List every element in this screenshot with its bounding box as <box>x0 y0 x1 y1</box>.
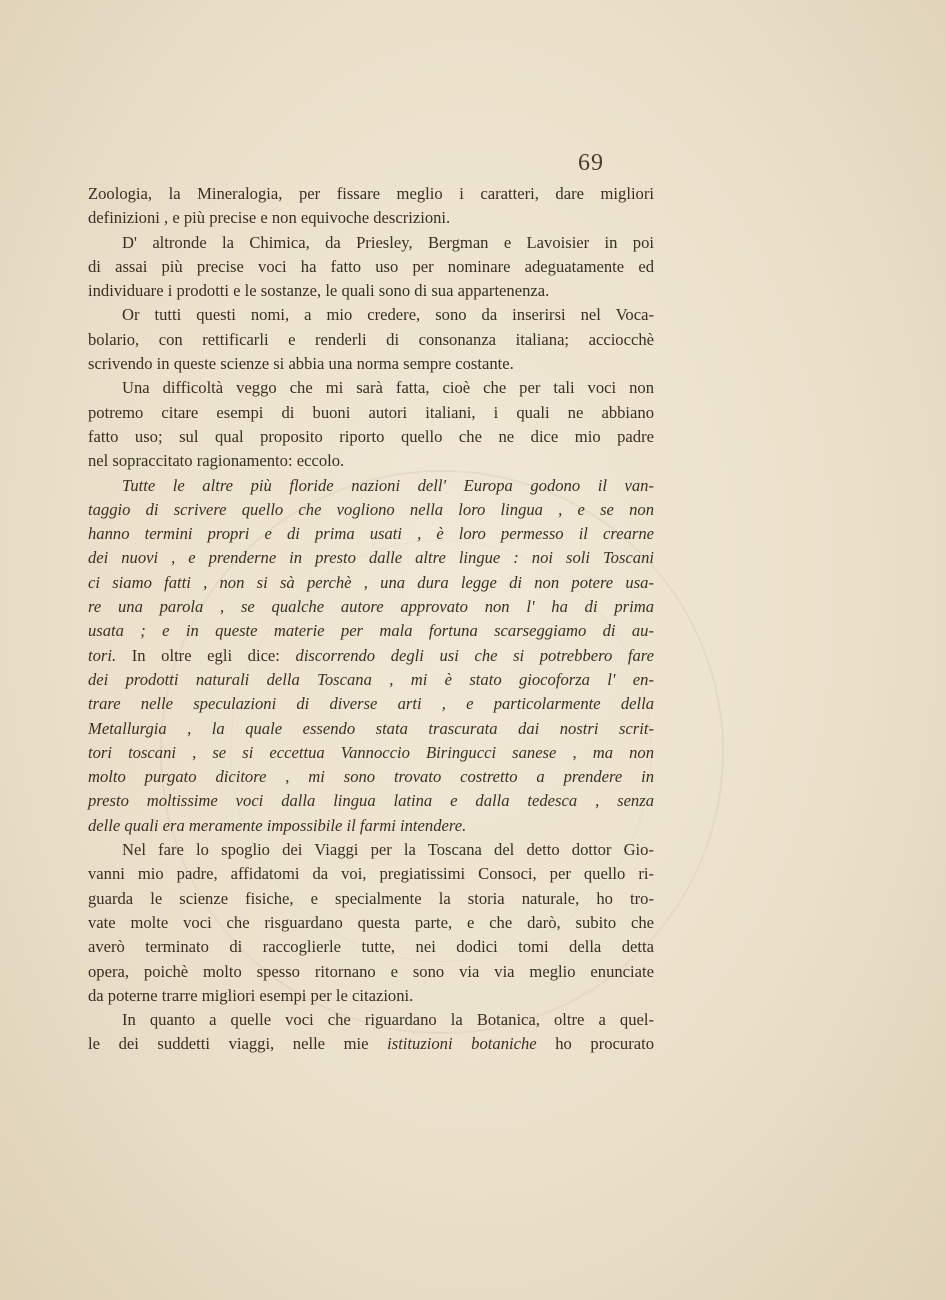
text-line <box>88 862 654 886</box>
italic-text-run: dei nuovi , e prenderne in presto dalle altre lingue : noi soli Toscani <box>88 548 654 568</box>
italic-text-run: usata ; e in queste materie per mala fortuna scarseggiamo di au- <box>88 621 654 641</box>
text-line <box>88 303 654 327</box>
italic-text-run: dei prodotti naturali della Toscana , mi è stato giocoforza l' en- <box>88 669 654 689</box>
text-run: nel sopraccitato ragionamento: eccolo. <box>88 451 345 471</box>
text-line <box>88 1008 654 1032</box>
text-line <box>88 984 654 1008</box>
italic-text-run: trare nelle speculazioni di diverse arti , e particolarmente della <box>88 694 654 714</box>
text-run: vate molte voci che risguardano questa parte, e che darò, subito che <box>88 912 654 932</box>
text-line <box>88 328 654 352</box>
text-line <box>88 206 654 230</box>
page-number: 69 <box>578 150 604 176</box>
text-run: di assai più precise voci ha fatto uso per nominare adeguatamente ed <box>88 256 654 276</box>
text-line <box>88 522 654 546</box>
text-line <box>88 911 654 935</box>
text-line <box>88 231 654 255</box>
text-line <box>88 741 654 765</box>
text-line <box>88 546 654 570</box>
italic-text-run: taggio di scrivere quello che vogliono nella loro lingua , e se non <box>88 499 654 519</box>
text-line <box>88 182 654 206</box>
italic-text-run: Tutte le altre più floride nazioni dell' Europa godono il van- <box>122 475 654 495</box>
text-run: bolario, con rettificarli e renderli di consonanza italiana; acciocchè <box>88 329 654 349</box>
text-run: fatto uso; sul qual proposito riporto quello che ne dice mio padre <box>88 426 654 446</box>
text-line <box>88 717 654 741</box>
text-run: Una difficoltà veggo che mi sarà fatta, cioè che per tali voci non <box>122 378 654 398</box>
italic-text-run: delle quali era meramente impossibile il farmi intendere. <box>88 815 467 835</box>
text-line <box>88 814 654 838</box>
text-line <box>88 619 654 643</box>
text-line <box>88 595 654 619</box>
text-run: Nel fare lo spoglio dei Viaggi per la Toscana del detto dottor Gio- <box>122 840 654 860</box>
italic-text-run: re una parola , se qualche autore approvato non l' ha di prima <box>88 597 654 617</box>
italic-text-run: molto purgato dicitore , mi sono trovato costretto a prendere in <box>88 767 654 787</box>
text-run: opera, poichè molto spesso ritornano e sono via via meglio enunciate <box>88 961 654 981</box>
text-line <box>88 498 654 522</box>
text-line <box>88 279 654 303</box>
text-run: In quanto a quelle voci che riguardano la Botanica, oltre a quel- <box>122 1010 654 1030</box>
text-run: In oltre egli dice: <box>116 645 296 665</box>
text-line <box>88 401 654 425</box>
text-line <box>88 425 654 449</box>
text-run: definizioni , e più precise e non equivoche descrizioni. <box>88 208 451 228</box>
body-text <box>88 182 654 1057</box>
text-line <box>88 255 654 279</box>
text-line <box>88 644 654 668</box>
text-line <box>88 352 654 376</box>
text-line <box>88 765 654 789</box>
italic-text-run: tori toscani , se si eccettua Vannoccio Biringucci sanese , ma non <box>88 742 654 762</box>
text-line <box>88 960 654 984</box>
italic-text-run: Metallurgia , la quale essendo stata trascurata dai nostri scrit- <box>88 718 654 738</box>
text-run: potremo citare esempi di buoni autori italiani, i quali ne abbiano <box>88 402 654 422</box>
text-run: scrivendo in queste scienze si abbia una norma sempre costante. <box>88 354 514 374</box>
text-line <box>88 474 654 498</box>
italic-text-run: presto moltissime voci dalla lingua latina e dalla tedesca , senza <box>88 791 654 811</box>
text-run: Or tutti questi nomi, a mio credere, sono da inserirsi nel Voca- <box>122 305 654 325</box>
italic-text-run: discorrendo degli usi che si potrebbero fare <box>295 645 654 665</box>
text-run: le dei suddetti viaggi, nelle mie <box>88 1034 388 1054</box>
italic-text-run: ci siamo fatti , non si sà perchè , una dura legge di non potere usa- <box>88 572 654 592</box>
text-line <box>88 1032 654 1056</box>
text-line <box>88 935 654 959</box>
text-run: D' altronde la Chimica, da Priesley, Bergman e Lavoisier in poi <box>122 232 654 252</box>
text-line <box>88 789 654 813</box>
text-run: Zoologia, la Mineralogia, per fissare meglio i caratteri, dare migliori <box>88 184 654 203</box>
text-line <box>88 838 654 862</box>
text-run: averò terminato di raccoglierle tutte, nei dodici tomi della detta <box>88 937 654 957</box>
italic-text-run: hanno termini propri e di prima usati , è loro permesso il crearne <box>88 524 654 544</box>
italic-text-run: tori. <box>88 645 117 665</box>
italic-text-run: istituzioni botaniche <box>387 1034 537 1054</box>
text-run: da poterne trarre migliori esempi per le citazioni. <box>88 985 414 1005</box>
text-line <box>88 571 654 595</box>
text-run: vanni mio padre, affidatomi da voi, pregiatissimi Consoci, per quello ri- <box>88 864 654 884</box>
text-line <box>88 887 654 911</box>
text-run: individuare i prodotti e le sostanze, le quali sono di sua appartenenza. <box>88 281 550 301</box>
text-line <box>88 668 654 692</box>
text-line <box>88 449 654 473</box>
text-run: ho procurato <box>536 1034 654 1054</box>
text-line <box>88 692 654 716</box>
text-line <box>88 376 654 400</box>
text-run: guarda le scienze fisiche, e specialmente la storia naturale, ho tro- <box>88 888 654 908</box>
